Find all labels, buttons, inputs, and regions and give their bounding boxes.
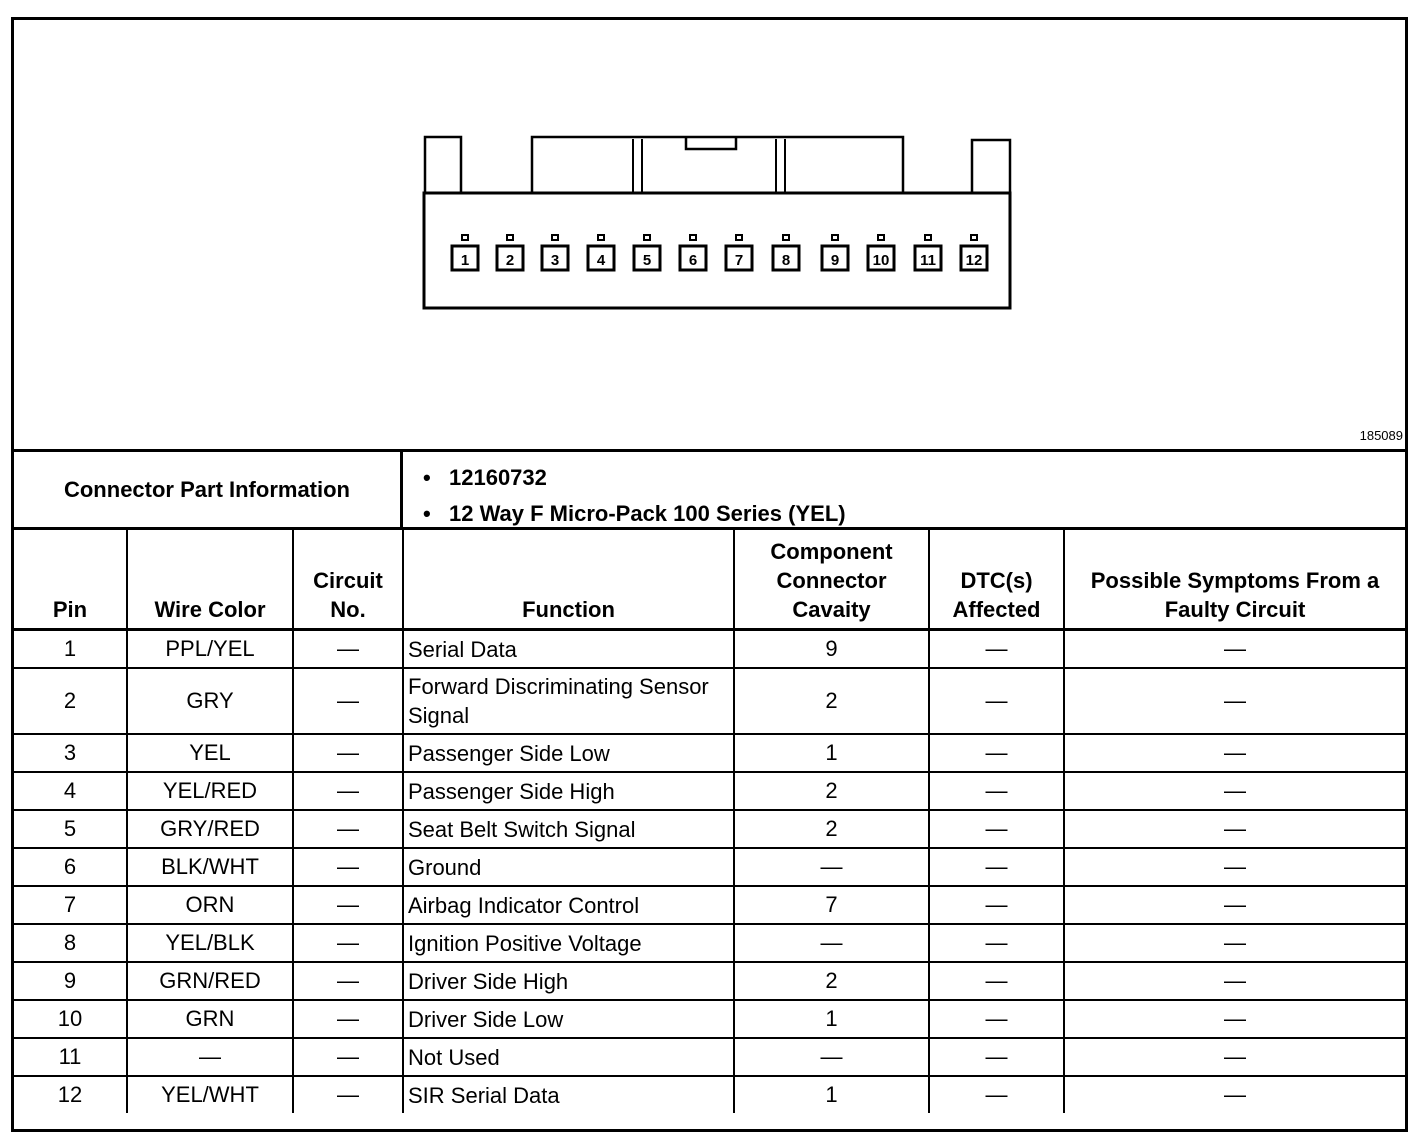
cavity-9 <box>822 235 848 270</box>
function-cell: Seat Belt Switch Signal <box>403 810 734 848</box>
connector-figure <box>14 20 1405 452</box>
header-symptoms: Possible Symptoms From a Faulty Circuit <box>1064 530 1405 630</box>
dtc-cell: — <box>929 630 1064 669</box>
circuit-cell: — <box>293 924 403 962</box>
circuit-cell: — <box>293 886 403 924</box>
table-row <box>14 1000 1405 1038</box>
function-cell: Ignition Positive Voltage <box>403 924 734 962</box>
cavity-latch <box>878 235 884 240</box>
table-row <box>14 734 1405 772</box>
circuit-cell: — <box>293 810 403 848</box>
cavity-number: 2 <box>505 252 515 269</box>
cavity-12 <box>961 235 987 270</box>
connector-document <box>11 17 1408 1132</box>
part-info-list <box>403 452 1405 527</box>
symptoms-cell: — <box>1064 886 1405 924</box>
cavity-latch <box>925 235 931 240</box>
cavity-number: 9 <box>830 252 840 269</box>
wire-color-cell: YEL/RED <box>127 772 293 810</box>
cavity-number: 4 <box>596 252 606 269</box>
pin-cell: 12 <box>14 1076 127 1113</box>
function-cell: Ground <box>403 848 734 886</box>
symptoms-cell: — <box>1064 734 1405 772</box>
dtc-cell: — <box>929 1000 1064 1038</box>
cavity-cell: 2 <box>734 810 929 848</box>
function-cell: Passenger Side High <box>403 772 734 810</box>
cavity-latch <box>507 235 513 240</box>
cavity-cell: — <box>734 1038 929 1076</box>
pin-cell: 10 <box>14 1000 127 1038</box>
function-cell: Driver Side High <box>403 962 734 1000</box>
cavity-cell: 7 <box>734 886 929 924</box>
table-row <box>14 1038 1405 1076</box>
pin-cell: 6 <box>14 848 127 886</box>
cavity-latch <box>552 235 558 240</box>
cavity-number: 12 <box>965 252 983 269</box>
pin-cell: 11 <box>14 1038 127 1076</box>
table-row <box>14 772 1405 810</box>
cavity-number: 8 <box>781 252 791 269</box>
header-wire-color: Wire Color <box>127 530 293 630</box>
circuit-cell: — <box>293 1000 403 1038</box>
dtc-cell: — <box>929 810 1064 848</box>
symptoms-cell: — <box>1064 962 1405 1000</box>
symptoms-cell: — <box>1064 630 1405 669</box>
cavity-4 <box>588 235 614 270</box>
cavity-number: 1 <box>460 252 470 269</box>
table-row <box>14 848 1405 886</box>
cavity-cell: — <box>734 924 929 962</box>
wire-color-cell: GRN <box>127 1000 293 1038</box>
connector-description: • 12 Way F Micro-Pack 100 Series (YEL) <box>449 496 1405 532</box>
connector-part-information <box>14 452 1405 530</box>
wire-color-cell: GRY <box>127 668 293 734</box>
circuit-cell: — <box>293 848 403 886</box>
symptoms-cell: — <box>1064 1038 1405 1076</box>
wire-color-cell: GRY/RED <box>127 810 293 848</box>
cavity-3 <box>542 235 568 270</box>
connector-drawing <box>14 20 1405 449</box>
symptoms-cell: — <box>1064 924 1405 962</box>
circuit-cell: — <box>293 668 403 734</box>
symptoms-cell: — <box>1064 1000 1405 1038</box>
table-row <box>14 810 1405 848</box>
circuit-cell: — <box>293 734 403 772</box>
part-number: • 12160732 <box>449 460 1405 496</box>
cavity-latch <box>598 235 604 240</box>
cavity-7 <box>726 235 752 270</box>
pin-cell: 5 <box>14 810 127 848</box>
cavity-number: 3 <box>550 252 560 269</box>
table-row <box>14 962 1405 1000</box>
circuit-cell: — <box>293 1076 403 1113</box>
pin-cell: 8 <box>14 924 127 962</box>
lock-tab <box>686 137 736 149</box>
wire-color-cell: ORN <box>127 886 293 924</box>
wire-color-cell: PPL/YEL <box>127 630 293 669</box>
circuit-cell: — <box>293 772 403 810</box>
table-row <box>14 886 1405 924</box>
cavity-number: 5 <box>642 252 652 269</box>
pin-cell: 9 <box>14 962 127 1000</box>
cavity-number: 11 <box>920 252 936 269</box>
wire-color-cell: YEL/WHT <box>127 1076 293 1113</box>
function-cell: Forward Discriminating Sensor Signal <box>403 668 734 734</box>
table-row <box>14 668 1405 734</box>
pin-cell: 1 <box>14 630 127 669</box>
cavity-latch <box>971 235 977 240</box>
wire-color-cell: YEL <box>127 734 293 772</box>
circuit-cell: — <box>293 630 403 669</box>
cavity-cell: 2 <box>734 772 929 810</box>
dtc-cell: — <box>929 772 1064 810</box>
table-row <box>14 924 1405 962</box>
dtc-cell: — <box>929 924 1064 962</box>
function-cell: SIR Serial Data <box>403 1076 734 1113</box>
cavity-1 <box>452 235 478 270</box>
table-row <box>14 1076 1405 1113</box>
circuit-cell: — <box>293 962 403 1000</box>
header-cavity: Component Connector Cavaity <box>734 530 929 630</box>
symptoms-cell: — <box>1064 668 1405 734</box>
wire-color-cell: — <box>127 1038 293 1076</box>
dtc-cell: — <box>929 1076 1064 1113</box>
dtc-cell: — <box>929 668 1064 734</box>
figure-number: 185089 <box>1359 428 1403 443</box>
connector-body <box>424 193 1010 308</box>
cavity-latch <box>462 235 468 240</box>
symptoms-cell: — <box>1064 772 1405 810</box>
cavity-latch <box>832 235 838 240</box>
cavity-cell: 1 <box>734 1000 929 1038</box>
left-tab <box>425 137 461 193</box>
cavity-latch <box>783 235 789 240</box>
wire-color-cell: BLK/WHT <box>127 848 293 886</box>
symptoms-cell: — <box>1064 1076 1405 1113</box>
pin-cell: 3 <box>14 734 127 772</box>
pin-cell: 4 <box>14 772 127 810</box>
pinout-table <box>14 530 1405 1113</box>
cavity-latch <box>736 235 742 240</box>
function-cell: Passenger Side Low <box>403 734 734 772</box>
cavity-cell: 9 <box>734 630 929 669</box>
wire-color-cell: YEL/BLK <box>127 924 293 962</box>
cavity-number: 6 <box>688 252 698 269</box>
symptoms-cell: — <box>1064 810 1405 848</box>
cavity-group <box>452 235 987 270</box>
function-cell: Airbag Indicator Control <box>403 886 734 924</box>
pin-cell: 7 <box>14 886 127 924</box>
pinout-rows <box>14 630 1405 1114</box>
dtc-cell: — <box>929 962 1064 1000</box>
function-cell: Not Used <box>403 1038 734 1076</box>
cavity-8 <box>773 235 799 270</box>
dtc-cell: — <box>929 734 1064 772</box>
right-tab <box>972 140 1010 193</box>
cavity-5 <box>634 235 660 270</box>
cavity-number: 7 <box>734 252 744 269</box>
cavity-number: 10 <box>872 252 890 269</box>
cavity-10 <box>868 235 894 270</box>
pin-cell: 2 <box>14 668 127 734</box>
symptoms-cell: — <box>1064 848 1405 886</box>
circuit-cell: — <box>293 1038 403 1076</box>
table-header-row <box>14 530 1405 630</box>
dtc-cell: — <box>929 886 1064 924</box>
header-circuit-no: Circuit No. <box>293 530 403 630</box>
cavity-cell: — <box>734 848 929 886</box>
cavity-6 <box>680 235 706 270</box>
cavity-cell: 1 <box>734 1076 929 1113</box>
dtc-cell: — <box>929 1038 1064 1076</box>
cavity-latch <box>644 235 650 240</box>
lock-housing <box>532 137 903 193</box>
function-cell: Serial Data <box>403 630 734 669</box>
cavity-cell: 1 <box>734 734 929 772</box>
cavity-cell: 2 <box>734 962 929 1000</box>
header-function: Function <box>403 530 734 630</box>
header-dtc: DTC(s) Affected <box>929 530 1064 630</box>
cavity-cell: 2 <box>734 668 929 734</box>
function-cell: Driver Side Low <box>403 1000 734 1038</box>
dtc-cell: — <box>929 848 1064 886</box>
header-pin: Pin <box>14 530 127 630</box>
table-row <box>14 630 1405 669</box>
cavity-latch <box>690 235 696 240</box>
part-info-label: Connector Part Information <box>14 452 403 527</box>
cavity-2 <box>497 235 523 270</box>
cavity-11 <box>915 235 941 270</box>
wire-color-cell: GRN/RED <box>127 962 293 1000</box>
